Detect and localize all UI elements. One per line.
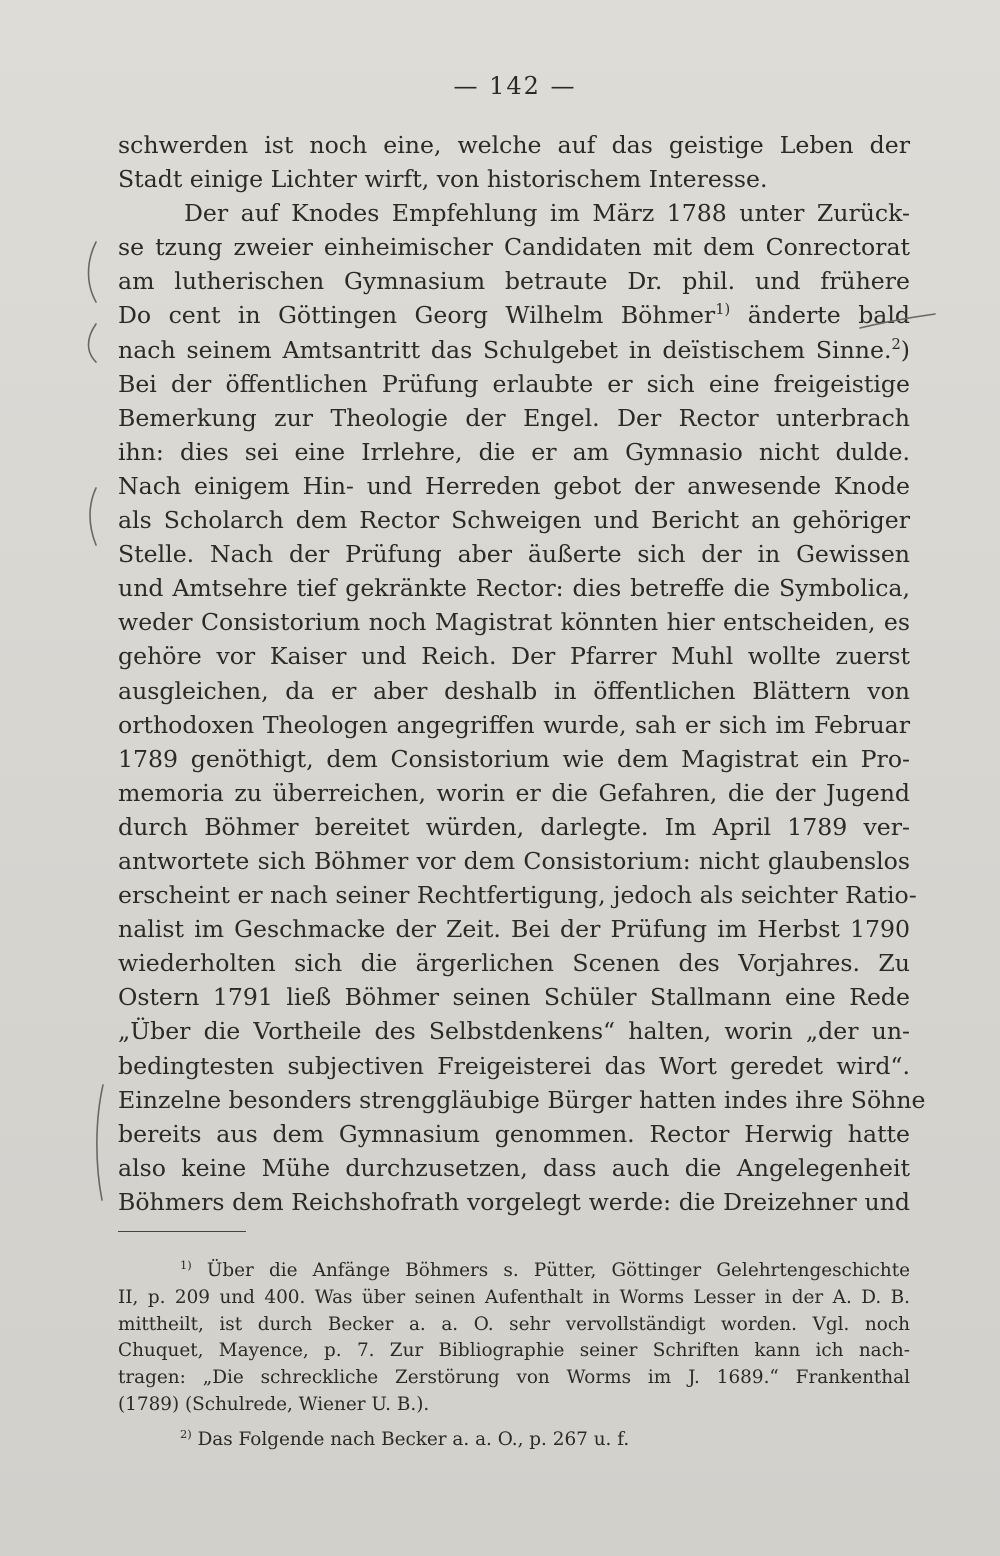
text-line: 1789 genöthigt, dem Consistorium wie dem Magistrat ein Pro- bbox=[118, 744, 910, 773]
footnote-text: Über die Anfänge Böhmers s. Pütter, Göttinger Gelehrtengeschichte bbox=[206, 1260, 910, 1281]
footnote-2-line bbox=[118, 1427, 910, 1454]
text-line: „Über die Vortheile des Selbstdenkens“ halten, worin „der un- bbox=[118, 1017, 910, 1046]
footnote-1-line: II, p. 209 und 400. Was über seinen Aufenthalt in Worms Lesser in der A. D. B. bbox=[118, 1286, 910, 1308]
text-line: orthodoxen Theologen angegriffen wurde, sah er sich im Februar bbox=[118, 710, 910, 739]
page-number: — 142 — bbox=[453, 72, 577, 100]
text-line: bereits aus dem Gymnasium genommen. Rector Herwig hatte bbox=[118, 1119, 910, 1148]
text-line: schwerden ist noch eine, welche auf das geistige Leben der bbox=[118, 131, 910, 159]
body-text bbox=[118, 128, 926, 1219]
text-line: bedingtesten subjectiven Freigeisterei das Wort geredet wird“. bbox=[118, 1051, 910, 1080]
text-line: Einzelne besonders strenggläubige Bürger hatten indes ihre Söhne bbox=[118, 1085, 926, 1114]
footnotes bbox=[118, 1258, 910, 1454]
text-line: ihn: dies sei eine Irrlehre, die er am Gymnasio nicht dulde. bbox=[118, 437, 910, 466]
text-line: durch Böhmer bereitet würden, darlegte. Im April 1789 ver- bbox=[118, 812, 910, 841]
text-line: und Amtsehre tief gekränkte Rector: dies betreffe die Symbolica, bbox=[118, 574, 910, 603]
text-line: weder Consistorium noch Magistrat könnten hier entscheiden, es bbox=[118, 608, 910, 637]
footnote-1-line bbox=[118, 1258, 910, 1285]
text-line: Ostern 1791 ließ Böhmer seinen Schüler Stallmann eine Rede bbox=[118, 983, 910, 1012]
footnote-1-line: Chuquet, Mayence, p. 7. Zur Bibliographie seiner Schriften kann ich nach- bbox=[118, 1340, 910, 1362]
footnote-marker: 1) bbox=[180, 1257, 192, 1272]
text-line: erscheint er nach seiner Rechtfertigung, jedoch als seichter Ratio- bbox=[118, 881, 917, 910]
text-line: antwortete sich Böhmer vor dem Consistorium: nicht glaubenslos bbox=[118, 846, 910, 875]
text-segment: Do cent in Göttingen Georg Wilhelm Böhmer bbox=[118, 301, 716, 330]
footnote-1-line: tragen: „Die schreckliche Zerstörung von Worms im J. 1689.“ Frankenthal bbox=[118, 1367, 910, 1389]
footnote-separator bbox=[118, 1231, 246, 1232]
footnote-ref[interactable]: 2 bbox=[891, 335, 901, 353]
text-line: Nach einigem Hin- und Herreden gebot der anwesende Knode bbox=[118, 471, 910, 500]
text-line: Stelle. Nach der Prüfung aber äußerte sich der in Gewissen bbox=[118, 540, 910, 569]
text-line: Bei der öffentlichen Prüfung erlaubte er sich eine freigeistige bbox=[118, 369, 910, 398]
text-line: Böhmers dem Reichshofrath vorgelegt werde: die Dreizehner und bbox=[118, 1187, 910, 1216]
text-line: se tzung zweier einheimischer Candidaten mit dem Conrectorat bbox=[118, 233, 910, 262]
text-line: also keine Mühe durchzusetzen, dass auch die Angelegenheit bbox=[118, 1153, 910, 1182]
text-line: gehöre vor Kaiser und Reich. Der Pfarrer Muhl wollte zuerst bbox=[118, 642, 910, 671]
text-line: memoria zu überreichen, worin er die Gefahren, die der Jugend bbox=[118, 778, 910, 807]
footnote-1-line: (1789) (Schulrede, Wiener U. B.). bbox=[118, 1393, 430, 1415]
text-line: wiederholten sich die ärgerlichen Scenen des Vorjahres. Zu bbox=[118, 949, 910, 978]
footnote-ref[interactable]: 1) bbox=[715, 301, 731, 319]
text-segment: änderte bald bbox=[747, 301, 911, 330]
footnote-marker: 2) bbox=[180, 1426, 192, 1441]
paragraph-start-line: Der auf Knodes Empfehlung im März 1788 unter Zurück- bbox=[184, 199, 910, 228]
text-segment: nach seinem Amtsantritt das Schulgebet in deïstischem Sinne. bbox=[118, 335, 892, 364]
text-line: am lutherischen Gymnasium betraute Dr. phil. und frühere bbox=[118, 267, 910, 296]
text-line: nalist im Geschmacke der Zeit. Bei der Prüfung im Herbst 1790 bbox=[118, 915, 910, 944]
text-line: Bemerkung zur Theologie der Engel. Der Rector unterbrach bbox=[118, 403, 910, 432]
text-line: Stadt einige Lichter wirft, von historischem Interesse. bbox=[118, 165, 768, 194]
text-line: als Scholarch dem Rector Schweigen und Bericht an gehöriger bbox=[118, 506, 910, 535]
text-line-with-footnote bbox=[118, 298, 910, 332]
text-line: ausgleichen, da er aber deshalb in öffentlichen Blättern von bbox=[118, 676, 910, 705]
footnote-text: Das Folgende nach Becker a. a. O., p. 267 u. f. bbox=[197, 1428, 630, 1450]
footnote-1-line: mittheilt, ist durch Becker a. a. O. sehr vervollständigt worden. Vgl. noch bbox=[118, 1313, 910, 1335]
text-line-with-footnote: nach seinem Amtsantritt das Schulgebet in deïstischem Sinne.$^2$) bbox=[118, 335, 910, 364]
